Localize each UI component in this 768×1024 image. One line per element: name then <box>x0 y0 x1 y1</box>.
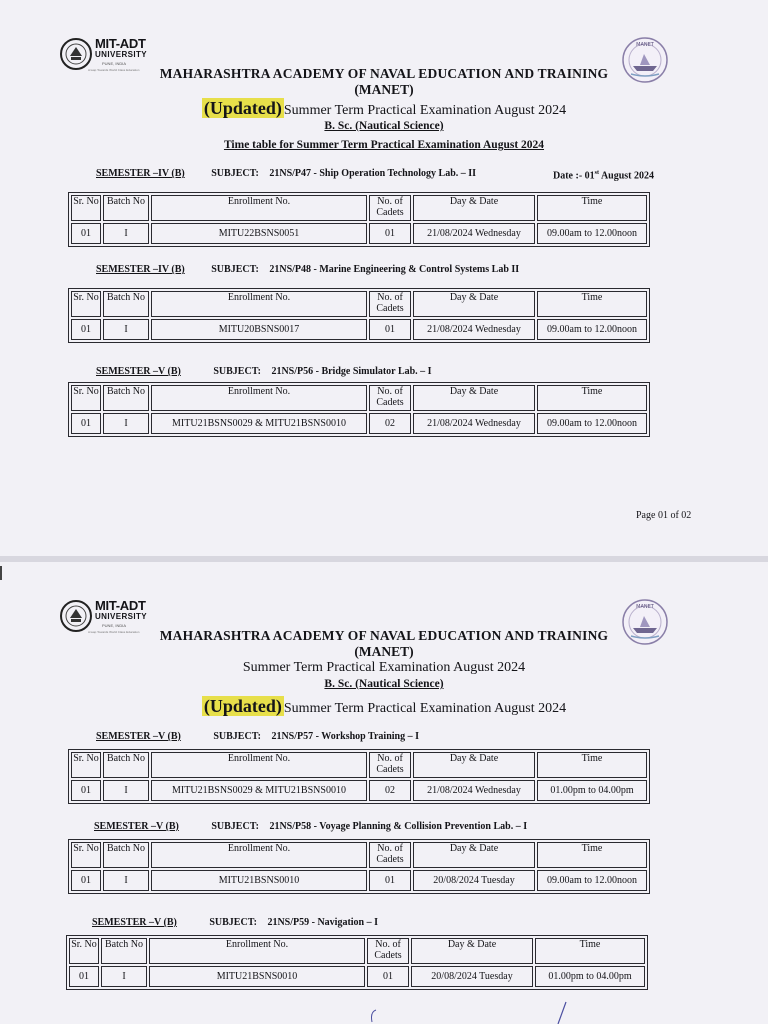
subject-label: SUBJECT: <box>209 917 257 928</box>
header-enrollment: Enrollment No. <box>151 291 367 317</box>
mit-university: UNIVERSITY <box>95 612 148 621</box>
table-header-row <box>69 938 645 964</box>
exam-date <box>553 170 654 181</box>
header-sr: Sr. No <box>69 938 99 964</box>
cell-sr: 01 <box>71 780 101 801</box>
mit-tagline: A leap Towards World Class Education <box>88 630 140 634</box>
cell-time: 09.00am to 12.00noon <box>537 223 647 244</box>
updated-exam-title <box>0 98 768 119</box>
semester-label: SEMESTER –V (B) <box>96 731 181 742</box>
table-header-row <box>71 195 647 221</box>
timetable-3 <box>68 382 650 437</box>
header-sr: Sr. No <box>71 752 101 778</box>
header-cadets: No. of Cadets <box>369 385 411 411</box>
cell-batch: I <box>103 780 149 801</box>
exam-title: Summer Term Practical Examination August 2024 <box>242 660 526 675</box>
header-sr: Sr. No <box>71 385 101 411</box>
subject-name: 21NS/P57 - Workshop Training – I <box>271 731 419 742</box>
cell-sr: 01 <box>71 319 101 340</box>
header-date: Day & Date <box>411 938 533 964</box>
subject-label: SUBJECT: <box>211 168 259 179</box>
section-1-heading <box>96 168 476 179</box>
updated-highlight: (Updated) <box>203 696 282 716</box>
header-enrollment: Enrollment No. <box>151 385 367 411</box>
header-batch: Batch No <box>103 385 149 411</box>
academy-title: MAHARASHTRA ACADEMY OF NAVAL EDUCATION AND TRAINING <box>159 66 609 81</box>
cell-date: 21/08/2024 Wednesday <box>413 319 535 340</box>
table-header-row <box>71 752 647 778</box>
cell-time: 09.00am to 12.00noon <box>537 413 647 434</box>
header-time: Time <box>537 842 647 868</box>
cell-enrollment: MITU20BSNS0017 <box>151 319 367 340</box>
date-suffix: st <box>594 170 599 176</box>
header-cadets: No. of Cadets <box>369 842 411 868</box>
subject-name: 21NS/P58 - Voyage Planning & Collision Prevention Lab. – I <box>269 821 528 832</box>
cell-date: 20/08/2024 Tuesday <box>411 966 533 987</box>
header-cadets: No. of Cadets <box>367 938 409 964</box>
fold-mark <box>0 566 2 580</box>
table-header-row <box>71 385 647 411</box>
subject-label: SUBJECT: <box>213 366 261 377</box>
table-row <box>71 223 647 244</box>
timetable-6 <box>66 935 648 990</box>
subject-name: 21NS/P48 - Marine Engineering & Control Systems Lab II <box>269 264 520 275</box>
mit-location: PUNE, INDIA <box>102 61 127 66</box>
subject-name: 21NS/P56 - Bridge Simulator Lab. – I <box>271 366 432 377</box>
updated-highlight: (Updated) <box>203 98 282 118</box>
semester-label: SEMESTER –V (B) <box>94 821 179 832</box>
date-label: Date :- 01 <box>553 170 595 182</box>
table-row <box>71 870 647 891</box>
cell-enrollment: MITU22BSNS0051 <box>151 223 367 244</box>
cell-time: 09.00am to 12.00noon <box>537 870 647 891</box>
cell-cadets: 02 <box>369 413 411 434</box>
cell-sr: 01 <box>71 223 101 244</box>
table-header-row <box>71 291 647 317</box>
page-2 <box>0 562 768 1024</box>
timetable-5 <box>68 839 650 894</box>
cell-time: 09.00am to 12.00noon <box>537 319 647 340</box>
mit-tagline: A leap Towards World Class Education <box>88 68 140 72</box>
cell-time: 01.00pm to 04.00pm <box>535 966 645 987</box>
table-header-row <box>71 842 647 868</box>
mit-name: MIT-ADT <box>95 36 146 51</box>
section-3-heading <box>92 917 378 928</box>
header-date: Day & Date <box>413 385 535 411</box>
semester-label: SEMESTER –V (B) <box>92 917 177 928</box>
table-row <box>71 319 647 340</box>
cell-cadets: 01 <box>367 966 409 987</box>
svg-text:MANET: MANET <box>636 42 654 48</box>
header-time: Time <box>537 195 647 221</box>
header-cadets: No. of Cadets <box>369 752 411 778</box>
cell-batch: I <box>103 223 149 244</box>
svg-text:MANET: MANET <box>636 604 654 610</box>
header-batch: Batch No <box>101 938 147 964</box>
header-cadets: No. of Cadets <box>369 291 411 317</box>
header-enrollment: Enrollment No. <box>149 938 365 964</box>
header-time: Time <box>537 291 647 317</box>
header-date: Day & Date <box>413 291 535 317</box>
header-time: Time <box>537 752 647 778</box>
degree-title: B. Sc. (Nautical Science) <box>324 120 444 132</box>
header-batch: Batch No <box>103 752 149 778</box>
header-date: Day & Date <box>413 195 535 221</box>
cell-time: 01.00pm to 04.00pm <box>537 780 647 801</box>
cell-date: 21/08/2024 Wednesday <box>413 223 535 244</box>
cell-date: 20/08/2024 Tuesday <box>413 870 535 891</box>
header-enrollment: Enrollment No. <box>151 752 367 778</box>
cell-cadets: 01 <box>369 223 411 244</box>
cell-date: 21/08/2024 Wednesday <box>413 413 535 434</box>
cell-sr: 01 <box>69 966 99 987</box>
cell-batch: I <box>103 413 149 434</box>
updated-exam-title <box>0 696 768 717</box>
exam-title-text: Summer Term Practical Examination August 2024 <box>283 103 567 118</box>
subject-label: SUBJECT: <box>211 821 259 832</box>
timetable-4 <box>68 749 650 804</box>
timetable-1 <box>68 192 650 247</box>
cell-sr: 01 <box>71 870 101 891</box>
cell-enrollment: MITU21BSNS0029 & MITU21BSNS0010 <box>151 780 367 801</box>
timetable-2 <box>68 288 650 343</box>
section-2-heading <box>96 264 519 275</box>
signature-scribble <box>360 1000 580 1024</box>
header-sr: Sr. No <box>71 195 101 221</box>
manet-subtitle: (MANET) <box>354 644 414 659</box>
manet-subtitle: (MANET) <box>354 82 414 97</box>
mit-university: UNIVERSITY <box>95 50 148 59</box>
header-date: Day & Date <box>413 752 535 778</box>
cell-batch: I <box>101 966 147 987</box>
header-batch: Batch No <box>103 842 149 868</box>
header-sr: Sr. No <box>71 842 101 868</box>
semester-label: SEMESTER –IV (B) <box>96 168 185 179</box>
section-2-heading <box>94 821 527 832</box>
semester-label: SEMESTER –IV (B) <box>96 264 185 275</box>
header-date: Day & Date <box>413 842 535 868</box>
header-batch: Batch No <box>103 195 149 221</box>
section-1-heading <box>96 731 419 742</box>
cell-date: 21/08/2024 Wednesday <box>413 780 535 801</box>
exam-title-text: Summer Term Practical Examination August 2024 <box>283 701 567 716</box>
table-row <box>69 966 645 987</box>
degree-title: B. Sc. (Nautical Science) <box>324 678 444 690</box>
semester-label: SEMESTER –V (B) <box>96 366 181 377</box>
page-number: Page 01 of 02 <box>636 510 692 521</box>
header-enrollment: Enrollment No. <box>151 842 367 868</box>
table-row <box>71 780 647 801</box>
cell-batch: I <box>103 870 149 891</box>
table-row <box>71 413 647 434</box>
header-enrollment: Enrollment No. <box>151 195 367 221</box>
cell-cadets: 02 <box>369 780 411 801</box>
mit-location: PUNE, INDIA <box>102 623 127 628</box>
cell-enrollment: MITU21BSNS0010 <box>149 966 365 987</box>
header-sr: Sr. No <box>71 291 101 317</box>
cell-enrollment: MITU21BSNS0029 & MITU21BSNS0010 <box>151 413 367 434</box>
subject-name: 21NS/P59 - Navigation – I <box>267 917 379 928</box>
cell-cadets: 01 <box>369 870 411 891</box>
cell-batch: I <box>103 319 149 340</box>
header-time: Time <box>535 938 645 964</box>
cell-enrollment: MITU21BSNS0010 <box>151 870 367 891</box>
header-batch: Batch No <box>103 291 149 317</box>
date-month-year: August 2024 <box>599 170 655 182</box>
header-cadets: No. of Cadets <box>369 195 411 221</box>
cell-cadets: 01 <box>369 319 411 340</box>
subject-label: SUBJECT: <box>211 264 259 275</box>
header-time: Time <box>537 385 647 411</box>
subject-name: 21NS/P47 - Ship Operation Technology Lab. – II <box>269 168 477 179</box>
timetable-title: Time table for Summer Term Practical Examination August 2024 <box>223 139 545 151</box>
subject-label: SUBJECT: <box>213 731 261 742</box>
academy-title: MAHARASHTRA ACADEMY OF NAVAL EDUCATION AND TRAINING <box>159 628 609 643</box>
section-3-heading <box>96 366 432 377</box>
mit-name: MIT-ADT <box>95 598 146 613</box>
cell-sr: 01 <box>71 413 101 434</box>
